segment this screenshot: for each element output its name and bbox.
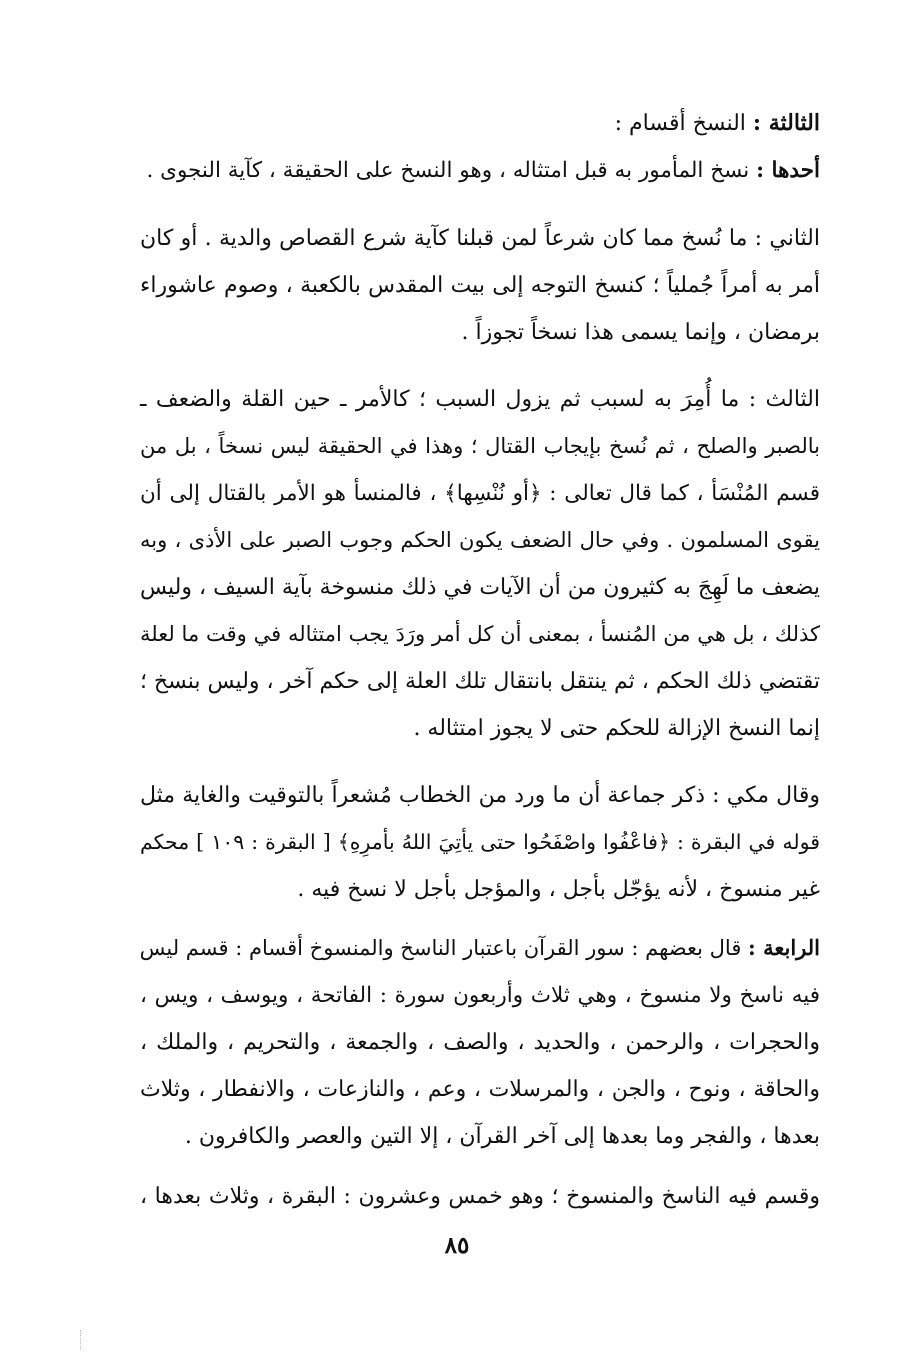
paragraph-line: الثاني : ما نُسخ مما كان شرعاً لمن قبلنا كآية شرع القصاص والدية . أو كان	[140, 226, 820, 251]
paragraph-line: أمر به أمراً جُملياً ؛ كنسخ التوجه إلى بيت المقدس بالكعبة ، وصوم عاشوراء	[140, 273, 820, 298]
paragraph-line: والحجرات ، والرحمن ، والحديد ، والصف ، والجمعة ، والتحريم ، والملك ،	[140, 1030, 820, 1055]
paragraph-line: بالصبر والصلح ، ثم نُسخ بإيجاب القتال ؛ وهذا في الحقيقة ليس نسخاً ، بل من	[140, 434, 820, 458]
paragraph-line: وقال مكي : ذكر جماعة أن ما ورد من الخطاب مُشعراً بالتوقيت والغاية مثل	[140, 783, 820, 808]
paragraph-fourth	[140, 924, 820, 1160]
paragraph-line: وقسم فيه الناسخ والمنسوخ ؛ وهو خمس وعشرون : البقرة ، وثلاث بعدها ،	[140, 1184, 820, 1209]
paragraph-line: تقتضي ذلك الحكم ، ثم ينتقل بانتقال تلك العلة إلى حكم آخر ، وليس بنسخ ؛	[139, 669, 820, 694]
paragraph-line: والحاقة ، ونوح ، والجن ، والمرسلات ، وعم ، والنازعات ، والانفطار ، وثلاث	[140, 1077, 820, 1102]
paragraph-line: قوله في البقرة : ﴿فاعْفُوا واصْفَحُوا حتى يأتِيَ اللهُ بأمرِهِ﴾ [ البقرة : ١٠٩ ] محكم	[140, 830, 820, 854]
paragraph-last	[140, 1173, 820, 1220]
paragraph-line	[140, 924, 820, 972]
section-third-heading	[140, 100, 820, 194]
paragraph-line: يضعف ما لَهِجَ به كثيرون من أن الآيات في ذلك منسوخة بآية السيف ، وليس	[139, 575, 820, 600]
paragraph-line: الثالث : ما أُمِرَ به لسبب ثم يزول السبب ؛ كالأمر ـ حين القلة والضعف ـ	[140, 387, 820, 412]
paragraph-third-type	[140, 376, 820, 752]
paragraph-makki	[140, 772, 820, 913]
paragraph-line: يقوى المسلمون . وفي حال الضعف يكون الحكم وجوب الصبر على الأذى ، وبه	[140, 528, 820, 552]
heading-rest: النسخ أقسام :	[614, 111, 746, 136]
paragraph-line: فيه ناسخ ولا منسوخ ، وهي ثلاث وأربعون سورة : الفاتحة ، ويوسف ، ويس ،	[140, 983, 820, 1008]
section-title-third: الثالثة :	[752, 110, 820, 136]
first-type-label: أحدها :	[756, 158, 820, 183]
paragraph-second-type	[140, 215, 820, 356]
paragraph-line: كذلك ، بل هي من المُنسأ ، بمعنى أن كل أمر ورَدَ يجب امتثاله في وقت ما لعلة	[140, 622, 820, 646]
section-title-fourth: الرابعة :	[748, 935, 820, 960]
paragraph-line: غير منسوخ ، لأنه يؤجّل بأجل ، والمؤجل بأجل لا نسخ فيه .	[297, 877, 820, 902]
heading-line	[140, 100, 820, 147]
paragraph-line: إنما النسخ الإزالة للحكم حتى لا يجوز امتثاله .	[413, 716, 820, 741]
first-type-text: نسخ المأمور به قبل امتثاله ، وهو النسخ على الحقيقة ، كآية النجوى .	[146, 158, 750, 183]
page-number: ٨٥	[444, 1232, 470, 1259]
paragraph-line: بعدها ، والفجر وما بعدها إلى آخر القرآن ، إلا التين والعصر والكافرون .	[184, 1124, 820, 1149]
paragraph-line: قسم المُنْسَأ ، كما قال تعالى : ﴿أو نُنْسِها﴾ ، فالمنسأ هو الأمر بالقتال إلى أن	[140, 481, 820, 506]
scan-speck	[80, 1330, 84, 1350]
fourth-first-text: قال بعضهم : سور القرآن باعتبار الناسخ والمنسوخ أقسام : قسم ليس	[139, 936, 742, 960]
first-type-line	[140, 147, 820, 194]
paragraph-line: برمضان ، وإنما يسمى هذا نسخاً تجوزاً .	[461, 320, 820, 345]
